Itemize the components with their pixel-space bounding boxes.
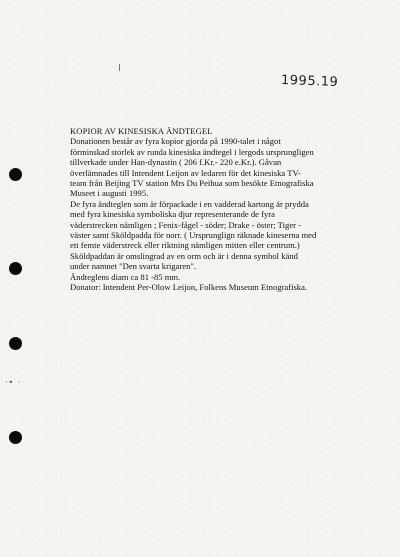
- document-line: Donationen består av fyra kopior gjorda på 1990-talet i något: [70, 136, 281, 147]
- document-line: Museet i augusti 1995.: [70, 188, 149, 199]
- document-line: förminskad storlek av runda kinesiska ändtegel i lergods ursprungligen: [70, 146, 314, 157]
- document-line: Ändteglens diam ca 81 -85 mm.: [70, 271, 181, 282]
- document-line: överlämnades till Intendent Leijon av ledaren för det kinesiska TV-: [70, 167, 301, 178]
- document-line: team från Beijing TV station Mrs Du Peihua som besökte Etnografiska: [70, 178, 314, 189]
- document-line: Donator: Intendent Per-Olow Leijon, Folkens Museum Etnografiska.: [70, 282, 308, 293]
- punch-hole-icon: [9, 337, 22, 350]
- stray-pen-mark: [119, 64, 120, 71]
- document-line: med fyra kinesiska symboliska djur representerande de fyra: [70, 209, 275, 220]
- document-line: under namnet "Den svarta krigaren".: [70, 261, 197, 272]
- punch-hole-icon: [9, 168, 22, 181]
- document-line: Sköldpaddan är omslingrad av en orm och är i denna symbol känd: [70, 250, 298, 261]
- punch-hole-icon: [9, 262, 22, 275]
- document-line: De fyra ändteglen som är förpackade i en vadderad kartong är prydda: [70, 198, 309, 209]
- document-line: tillverkade under Han-dynastin ( 206 f.Kr.- 220 e.Kr.). Gåvan: [70, 157, 282, 168]
- document-title: KOPIOR AV KINESISKA ÄNDTEGEL: [70, 126, 213, 136]
- handwritten-reference-number: 1995.19: [280, 73, 339, 90]
- scan-specks: ·• ·: [5, 378, 22, 387]
- document-line: väderstrecken nämligen ; Fenix-fågel - söder; Drake - öster; Tiger -: [70, 219, 302, 230]
- document-line: ett femte väderstreck eller riktning nämligen mitten eller centrum.): [70, 240, 300, 251]
- document-body: [70, 126, 395, 293]
- document-line: väster samt Sköldpadda för norr. ( Ursprunglign räknade kineserna med: [70, 230, 317, 241]
- punch-hole-icon: [9, 431, 22, 444]
